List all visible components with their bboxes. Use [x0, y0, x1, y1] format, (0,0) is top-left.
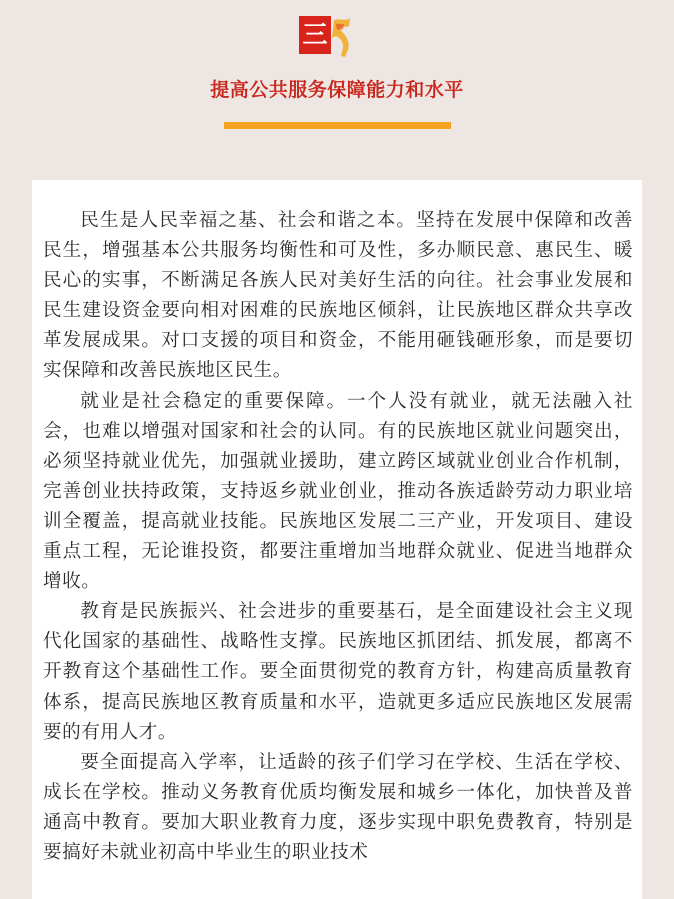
article-paragraph: 就业是社会稳定的重要保障。一个人没有就业，就无法融入社会，也难以增强对国家和社会的认同。有的民族地区就业问题突出，必须坚持就业优先，加强就业援助，建立跨区域就业创业合作机制，完善创业扶持政策，支持返乡就业创业，推动各族适龄劳动力职业培训全覆盖，提高就业技能。民族地区发展二三产业，开发项目、建设重点工程，无论谁投资，都要注重增加当地群众就业、促进当地群众增收。	[43, 390, 633, 593]
article-paragraph: 要全面提高入学率，让适龄的孩子们学习在学校、生活在学校、成长在学校。推动义务教育优质均衡发展和城乡一体化，加快普及普通高中教育。要加大职业教育力度，逐步实现中职免费教育，特别是要搞好未就业初高中毕业生的职业技术	[43, 751, 633, 863]
section-number: 三	[299, 16, 331, 54]
title-underline	[224, 122, 451, 129]
article-paragraph: 教育是民族振兴、社会进步的重要基石，是全面建设社会主义现代化国家的基础性、战略性支撑。民族地区抓团结、抓发展，都离不开教育这个基础性工作。要全面贯彻党的教育方针，构建高质量教育体系，提高民族地区教育质量和水平，造就更多适应民族地区发展需要的有用人才。	[43, 601, 633, 743]
decorative-flag-icon	[328, 16, 354, 58]
section-header	[0, 0, 674, 180]
section-title: 提高公共服务保障能力和水平	[210, 79, 464, 101]
section-number-badge	[299, 16, 353, 56]
article-paragraph: 民生是人民幸福之基、社会和谐之本。坚持在发展中保障和改善民生，增强基本公共服务均衡性和可及性，多办顺民意、惠民生、暖民心的实事，不断满足各族人民对美好生活的向往。社会事业发展和民生建设资金要向相对困难的民族地区倾斜，让民族地区群众共享改革发展成果。对口支援的项目和资金，不能用砸钱砸形象，而是要切实保障和改善民族地区民生。	[43, 210, 633, 382]
article-body	[43, 206, 633, 868]
